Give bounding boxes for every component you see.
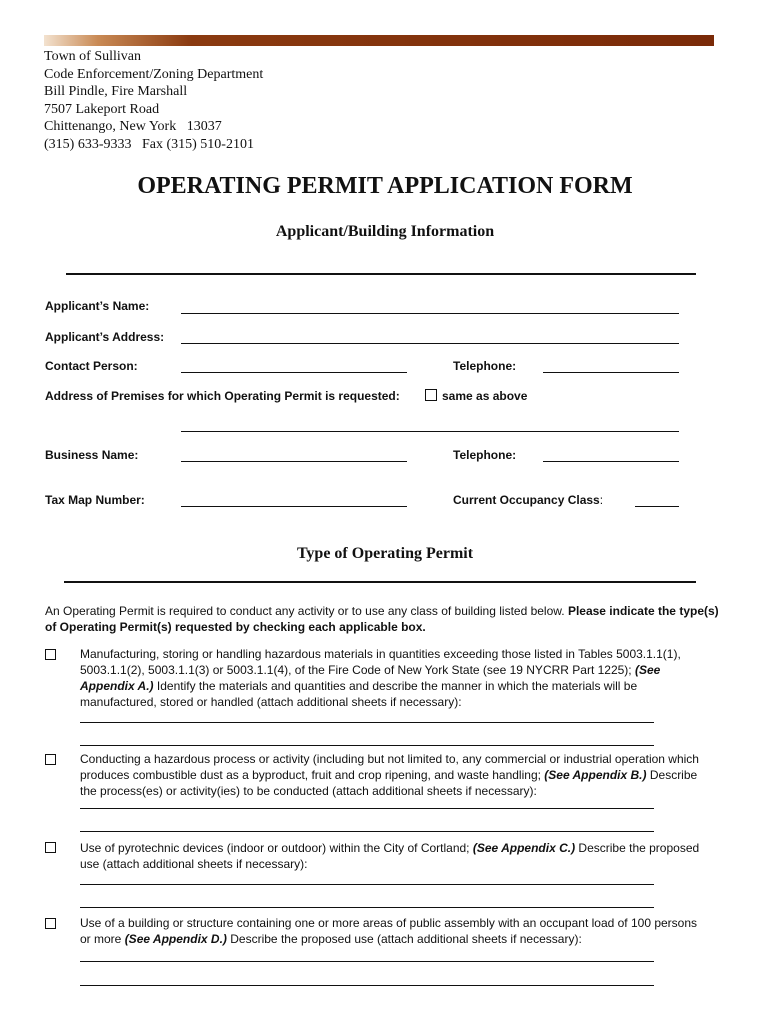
form-title: OPERATING PERMIT APPLICATION FORM [137, 173, 633, 199]
applicant-address-field[interactable] [181, 343, 679, 344]
permit-item-hazardous-process [80, 751, 705, 799]
description-line[interactable] [80, 722, 654, 723]
permit-checkbox-pyrotechnics[interactable] [45, 842, 56, 853]
tax-map-label: Tax Map Number: [45, 493, 145, 507]
item-text: Manufacturing, storing or handling hazardous materials in quantities exceeding those listed in Tables 5003.1.1(1), 5003.1.1(2), 5003.1.1(3) or 5003.1.1(4), of the Fire Code of New York State (see 19 NYCRR Part 1225); [80, 647, 681, 677]
address-line: Bill Pindle, Fire Marshall [44, 84, 188, 100]
description-line[interactable] [80, 831, 654, 832]
item-text: Use of pyrotechnic devices (indoor or outdoor) within the City of Cortland; [80, 841, 473, 855]
permit-item-hazardous-materials [80, 646, 705, 710]
description-line[interactable] [80, 985, 654, 986]
section-heading-applicant: Applicant/Building Information [275, 223, 495, 240]
permit-item-public-assembly [80, 915, 705, 947]
appendix-ref: (See Appendix A.) [80, 663, 661, 693]
description-line[interactable] [80, 745, 654, 746]
applicant-name-label: Applicant’s Name: [45, 299, 150, 313]
item-text: Use of a building or structure containing one or more areas of public assembly with an occupant load of 100 persons or more [80, 916, 698, 946]
applicant-address-label: Applicant’s Address: [45, 330, 165, 344]
permit-checkbox-hazardous-materials[interactable] [45, 649, 56, 660]
appendix-ref: (See Appendix D.) [124, 932, 227, 946]
occupancy-class-label [453, 493, 603, 507]
item-text: Describe the proposed use (attach additional sheets if necessary): [80, 841, 700, 871]
same-as-above-label: same as above [442, 389, 528, 403]
description-line[interactable] [80, 884, 654, 885]
address-line: (315) 633-9333 Fax (315) 510-2101 [44, 136, 254, 152]
appendix-ref: (See Appendix B.) [544, 768, 647, 782]
appendix-ref: (See Appendix C.) [472, 841, 576, 855]
section-heading-permit-type: Type of Operating Permit [296, 545, 474, 562]
premises-address-label: Address of Premises for which Operating Permit is requested: [45, 389, 400, 403]
occupancy-class-field[interactable] [635, 506, 679, 507]
description-line[interactable] [80, 808, 654, 809]
intro-instruction: Please indicate the type(s) of Operating Permit(s) requested by checking each applicable box. [45, 604, 719, 634]
contact-person-field[interactable] [181, 372, 407, 373]
description-line[interactable] [80, 907, 654, 908]
business-telephone-label: Telephone: [453, 448, 517, 462]
same-as-above-checkbox[interactable] [425, 389, 437, 401]
department-address-block [44, 48, 263, 154]
permit-intro-text [45, 603, 720, 635]
occupancy-class-text: Current Occupancy Class [453, 493, 600, 507]
item-text: Conducting a hazardous process or activity (including but not limited to, any commercial or industrial operation which produces combustible dust as a byproduct, fruit and crop ripening, and waste handling; [80, 752, 699, 782]
permit-checkbox-public-assembly[interactable] [45, 918, 56, 929]
business-name-label: Business Name: [45, 448, 139, 462]
applicant-name-field[interactable] [181, 313, 679, 314]
header-decorative-bar [44, 35, 714, 46]
address-line: Code Enforcement/Zoning Department [44, 66, 264, 82]
item-text: Describe the process(es) or activity(ies) to be conducted (attach additional sheets if necessary): [80, 768, 698, 798]
address-line: Chittenango, New York 13037 [44, 119, 222, 135]
permit-checkbox-hazardous-process[interactable] [45, 754, 56, 765]
section-divider [64, 581, 696, 583]
telephone-label: Telephone: [453, 359, 517, 373]
business-name-field[interactable] [181, 461, 407, 462]
address-line: 7507 Lakeport Road [44, 101, 160, 117]
address-line: Town of Sullivan [44, 49, 142, 64]
business-telephone-field[interactable] [543, 461, 679, 462]
permit-item-pyrotechnics [80, 840, 705, 872]
contact-person-label: Contact Person: [45, 359, 138, 373]
occupancy-colon: : [599, 493, 604, 507]
description-line[interactable] [80, 961, 654, 962]
telephone-field[interactable] [543, 372, 679, 373]
intro-plain: An Operating Permit is required to conduct any activity or to use any class of building listed below. [45, 604, 568, 618]
tax-map-field[interactable] [181, 506, 407, 507]
item-text: Identify the materials and quantities and describe the manner in which the materials will be manufactured, stored or handled (attach additional sheets if necessary): [80, 679, 638, 709]
premises-address-field[interactable] [181, 431, 679, 432]
section-divider [66, 273, 696, 275]
item-text: Describe the proposed use (attach additional sheets if necessary): [226, 932, 582, 946]
